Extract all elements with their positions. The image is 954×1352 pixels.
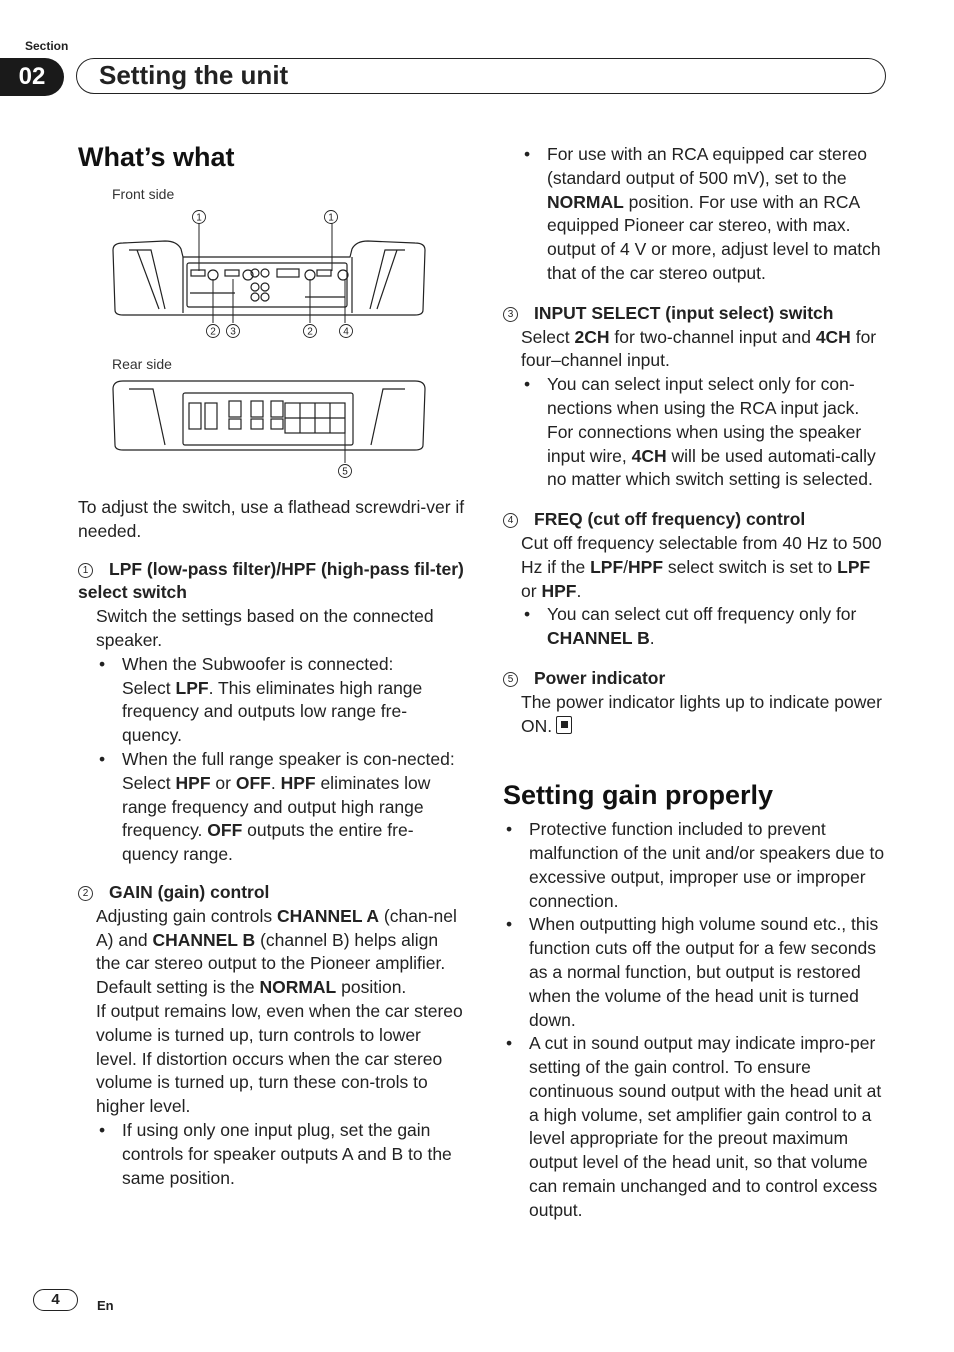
freq-description: Cut off frequency selectable from 40 Hz to 500 Hz if the LPF/HPF select switch is set to LPF or HPF.: [521, 532, 882, 601]
front-side-illustration: [105, 205, 440, 345]
callout-4: 4: [343, 326, 349, 338]
list-item: • For use with an RCA equipped car stereo (standard output of 500 mV), set to the NORMAL position. For use with an RCA equipped Pioneer car stereo, with max. output of 4 V or more, adjust level to match that of the car stereo output.: [521, 143, 889, 286]
power-indicator-description: The power indicator lights up to indicate power ON.: [521, 691, 882, 736]
item-number: 4: [503, 513, 518, 528]
list-item: • Protective function included to prevent malfunction of the unit and/or speakers due to excessive output, improper use or improper connection.: [503, 818, 889, 913]
section-number-badge: 02: [0, 58, 64, 96]
list-item: • A cut in sound output may indicate impro-per setting of the gain control. To ensure continuous sound output with the head unit at a high volume, set amplifier gain control to a level appropriate for the preout maximum output level of the head unit, so that volume can remain unchanged and to control excess output.: [503, 1032, 889, 1222]
list-item: • When the full range speaker is con-nected: Select HPF or OFF. HPF eliminates low range frequency and output high range frequency. OFF outputs the entire fre-quency range.: [96, 748, 466, 867]
callout-2-left: 2: [210, 326, 216, 338]
rear-side-caption: Rear side: [112, 356, 172, 372]
section-label: Section: [25, 39, 69, 53]
gain-paragraph-2: If output remains low, even when the car stereo volume is turned up, turn controls to lower level. If distortion occurs when the car stereo volume is turned up, turn these con-trols to higher level.: [96, 1000, 463, 1117]
gain-heading: 2 GAIN (gain) control: [78, 881, 466, 905]
front-side-caption: Front side: [112, 186, 175, 202]
callout-3: 3: [230, 326, 236, 338]
list-item: • When outputting high volume sound etc., this function cuts off the output for a few seconds as a normal function, but output is restored when the volume of the head unit is turned down.: [503, 913, 889, 1032]
item-number: 3: [503, 307, 518, 322]
adjust-intro: To adjust the switch, use a flathead screwdri-ver if needed.: [78, 497, 465, 541]
callout-1-right: 1: [328, 212, 334, 224]
section-title: Setting the unit: [76, 58, 886, 94]
list-item: • You can select cut off frequency only for CHANNEL B.: [521, 603, 889, 651]
language-label: En: [97, 1298, 114, 1313]
rear-side-illustration: [105, 375, 440, 485]
item-number: 5: [503, 672, 518, 687]
input-select-description: Select 2CH for two-channel input and 4CH for four–channel input.: [521, 326, 877, 371]
callout-1-left: 1: [196, 212, 202, 224]
item-number: 2: [78, 886, 93, 901]
callout-5: 5: [342, 466, 348, 478]
input-select-heading: 3 INPUT SELECT (input select) switch: [503, 302, 889, 326]
setting-gain-title: Setting gain properly: [503, 780, 774, 811]
power-indicator-heading: 5 Power indicator: [503, 667, 889, 691]
end-mark-icon: [556, 716, 572, 734]
page-number: 4: [33, 1289, 78, 1311]
list-item: • You can select input select only for con-nections when using the RCA input jack. For connections when using the speaker input wire, 4CH will be used automati-cally no matter which switch setting is selected.: [521, 373, 889, 492]
gain-paragraph-1: Adjusting gain controls CHANNEL A (chan-nel A) and CHANNEL B (channel B) helps align the car stereo output to the Pioneer amplifier. Default setting is the NORMAL position.: [96, 905, 457, 998]
item-number: 1: [78, 563, 93, 578]
list-item: • If using only one input plug, set the gain controls for speaker outputs A and B to the same position.: [96, 1119, 466, 1190]
lpf-description: Switch the settings based on the connected speaker.: [96, 606, 434, 650]
whats-what-title: What’s what: [78, 142, 235, 172]
freq-heading: 4 FREQ (cut off frequency) control: [503, 508, 889, 532]
callout-2-right: 2: [307, 326, 313, 338]
lpf-heading: 1 LPF (low-pass filter)/HPF (high-pass fil-ter) select switch: [78, 558, 464, 603]
list-item: • When the Subwoofer is connected: Select LPF. This eliminates high range frequency and outputs low range fre-quency.: [96, 653, 466, 748]
